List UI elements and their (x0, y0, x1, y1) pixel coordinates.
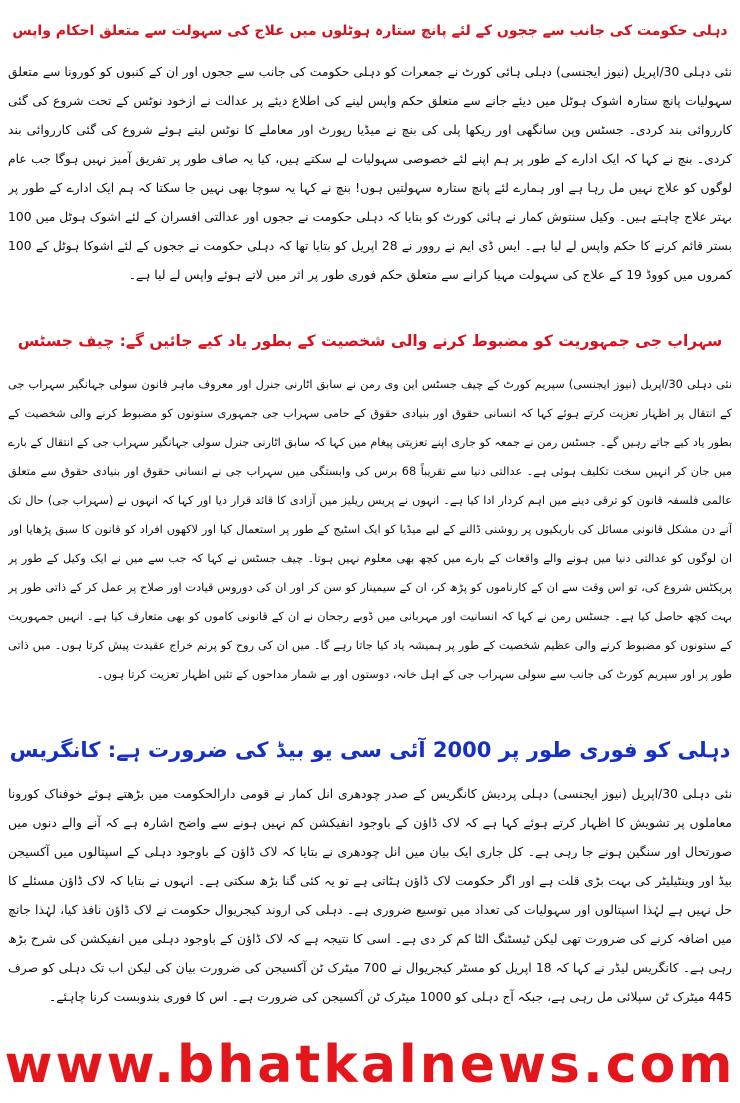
article-congress-icu-beds (8, 726, 732, 1026)
website-url-banner: www.bhatkalnews.com (4, 1035, 736, 1095)
article-body: نئی دہلی 30/اپریل (نیوز ایجنسی) دہلی ہائی کورٹ نے جمعرات کو دہلی حکومت کی جانب سے ججوں اور ان کے کنبوں کو کورونا سے متعلق سہولیات پانچ ستارہ اشوک ہوٹل میں دیئے جانے سے متعلق حکم واپس لینے کی اطلاع دیئے پر عدالت نے ازخود نوٹس کے تحت شروع کی گئی کارروائی بند کردی۔ جسٹس وپن سانگھی اور ریکھا پلی کی بنچ نے میڈیا رپورٹ اور معاملے کا نوٹس لیتے ہوئے شروع کی گئی کارروائی بند کردی۔ بنچ نے کہا کہ ایک ادارے کے طور پر ہم اپنے لئے خصوصی سہولیات لے سکتے ہیں، کیا یہ صاف طور پر تفریق آمیز نہیں ہوگا جب عام لوگوں کو علاج نہیں مل رہا ہے اور ہمارے لئے پانچ ستارہ سہولتیں ہوں! بنچ نے کہا یہ سوچا بھی نہیں جا سکتا کہ ہم ایک ادارے کے طور پر بہتر علاج چاہتے ہیں۔ وکیل سنتوش کمار نے ہائی کورٹ کو بتایا کہ دہلی حکومت نے ججوں اور عدالتی افسران کے لئے اشوک ہوٹل میں 100 بستر قائم کرنے کا حکم واپس لے لیا ہے۔ ایس ڈی ایم نے روور نے 28 اپریل کو بتایا تھا کہ دہلی حکومت نے ججوں کے لئے اشوکا ہوٹل کے 100 کمروں میں کووڈ 19 کے علاج کی سہولت مہیا کرانے سے متعلق حکم فوری طور پر اثر میں لاتے ہوئے واپس لے لیا ہے۔ (8, 65, 732, 282)
article-body: نئی دہلی 30/اپریل (نیوز ایجنسی) دہلی پردیش کانگریس کے صدر چودھری انل کمار نے قومی دارالحکومت میں بڑھتے ہوئے خوفناک کورونا معاملوں پر تشویش کا اظہار کرتے ہوئے کہا ہے کہ لاک ڈاؤن کے باوجود انفیکشن کم نہیں ہونے سے واضح اشارہ ہے کہ آنے والے دنوں میں صورتحال اور سنگین ہونے جا رہی ہے۔ کل جاری ایک بیان میں انل چودھری نے بتایا کہ لاک ڈاؤن کے باوجود دہلی کے اسپتالوں میں آکسیجن بیڈ اور وینٹیلیٹر کی بہت بڑی قلت ہے اور اگر حکومت لاک ڈاؤن ہٹاتی ہے تو یہ کئی گنا بڑھ سکتی ہے۔ انہوں نے بتایا کہ لاک ڈاؤن مسئلے کا حل نہیں ہے لہٰذا اسپتالوں اور سہولیات کی تعداد میں توسیع ضروری ہے۔ دہلی کی اروند کیجریوال حکومت نے لاک ڈاؤن نافذ کیا، لہٰذا جانچ میں اضافہ کرنے کی ضرورت تھی لیکن ٹیسٹنگ الٹا کم کر دی ہے۔ اسی کا نتیجہ ہے کہ لاک ڈاؤن کے باوجود دہلی میں انفیکشن کی شرح بڑھ رہی ہے۔ کانگریس لیڈر نے کہا کہ 18 اپریل کو مسٹر کیجریوال نے 700 میٹرک ٹن آکسیجن کی ضرورت بیان کی لیکن اب تک دہلی کو صرف 445 میٹرک ٹن سپلائی مل رہی ہے، جبکہ آج دہلی کو 1000 میٹرک ٹن آکسیجن کی ضرورت ہے۔ اس کا فوری بندوبست کرنا چاہئے۔ (8, 787, 732, 1004)
article-headline: دہلی کو فوری طور پر 2000 آئی سی یو بیڈ کی ضرورت ہے: کانگریس (9, 738, 731, 762)
article-sorabjee-tribute (8, 318, 732, 718)
article-headline: دہلی حکومت کی جانب سے ججوں کے لئے پانچ ستارہ ہوٹلوں میں علاج کی سہولت سے متعلق احکام واپس (12, 23, 728, 39)
article-delhi-judges-hotel (8, 10, 732, 310)
article-body: نئی دہلی 30/اپریل (نیوز ایجنسی) سپریم کورٹ کے چیف جسٹس این وی رمن نے سابق اٹارنی جنرل اور معروف ماہر قانون سولی جہانگیر سہراب جی کے انتقال پر اظہار تعزیت کرتے ہوئے کہا کہ انسانی حقوق اور بنیادی حقوق کے حامی سہراب جی جمہوری ستونوں کو مضبوط کرنے والی شخصیت کے بطور یاد کیے جاتے رہیں گے۔ جسٹس رمن نے جمعہ کو جاری اپنے تعزیتی پیغام میں کہا کہ سابق اٹارنی جنرل سولی جہانگیر سہراب جی کے انتقال کے بارے میں جان کر انہیں سخت تکلیف ہوئی ہے۔ عدالتی دنیا سے تقریباً 68 برس کی وابستگی میں سہراب جی نے انسانی حقوق اور بنیادی حقوق سے متعلق عالمی فلسفہ قانون کو ترقی دینے میں اہم کردار ادا کیا ہے۔ انہوں نے پریس ریلیز میں آزادی کا قائد قرار دیا اور کہا کہ انہوں نے (سہراب جی) حال تک آنے دن مشکل قانونی مسائل کی باریکیوں پر روشنی ڈالنے کے لیے میڈیا کو ایک اسٹیج کے طور پر استعمال کیا اور لاکھوں افراد کو قانون کا سبق پڑھایا اور ان لوگوں کو عدالتی دنیا میں ہونے والے واقعات کے بارے میں کچھ بھی معلوم نہیں ہوتا۔ چیف جسٹس نے کہا کہ جب سے میں نے ایک وکیل کے طور پر پریکٹس شروع کی، تو اس وقت سے ان کے کارناموں کو پڑھ کر، ان کے سیمینار کو سن کر اور ان کی دوروس قیادت اور صلاح پر عمل کر کے ذاتی طور پر بہت کچھ حاصل کیا ہے۔ جسٹس رمن نے کہا کہ انسانیت اور مہربانی میں ڈوبے رجحان نے ان کے قانونی کاموں کو بھی متعارف کیا ہے۔ انہیں جمہوریت کے ستونوں کو مضبوط کرنے والی عظیم شخصیت کے طور پر ہمیشہ یاد کیا جاتا رہے گا۔ میں ان کی روح کو پرنم خراج عقیدت پیش کرتا ہوں۔ میں ذاتی طور پر اور سپریم کورٹ کی جانب سے سولی سہراب جی کے اہل خانہ، دوستوں اور بے شمار مداحوں کے تئیں اظہار تعزیت کرتا ہوں۔ (8, 377, 732, 681)
article-headline: سہراب جی جمہوریت کو مضبوط کرنے والی شخصیت کے بطور یاد کیے جائیں گے: چیف جسٹس (17, 332, 723, 350)
